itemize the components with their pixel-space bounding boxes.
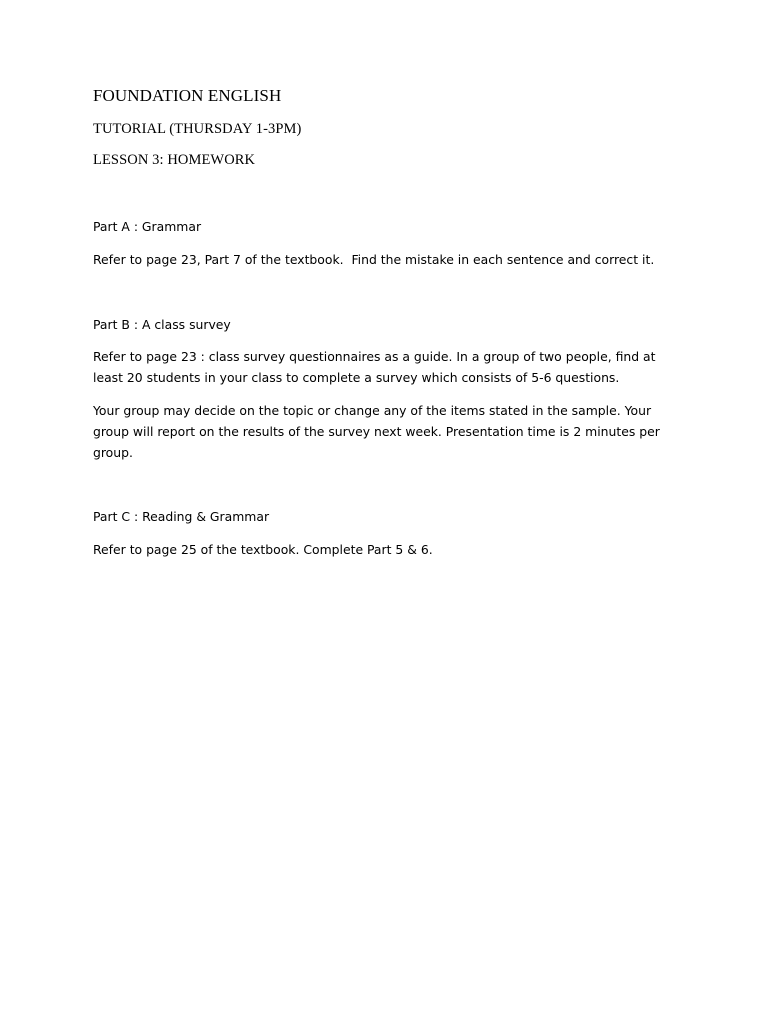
- tutorial-line: TUTORIAL (THURSDAY 1-3PM): [93, 121, 302, 137]
- lesson-line: LESSON 3: HOMEWORK: [93, 152, 256, 168]
- part-b-instructions: Refer to page 23 : class survey questionnaires as a guide. In a group of two people, find at least 20 students in your class to complete a survey which consists of 5-6 questions.: [93, 349, 656, 385]
- document-title: FOUNDATION ENGLISH: [93, 86, 282, 105]
- part-b-details: Your group may decide on the topic or change any of the items stated in the sample. Your group will report on the results of the survey next week. Presentation time is 2 minutes per group.: [93, 403, 660, 460]
- part-c-heading: Part C : Reading & Grammar: [93, 509, 270, 524]
- part-a-heading: Part A : Grammar: [93, 219, 202, 234]
- part-b-heading: Part B : A class survey: [93, 317, 231, 332]
- part-a-instructions: Refer to page 23, Part 7 of the textbook. Find the mistake in each sentence and correct it.: [93, 252, 655, 267]
- part-c-instructions: Refer to page 25 of the textbook. Complete Part 5 & 6.: [93, 542, 433, 557]
